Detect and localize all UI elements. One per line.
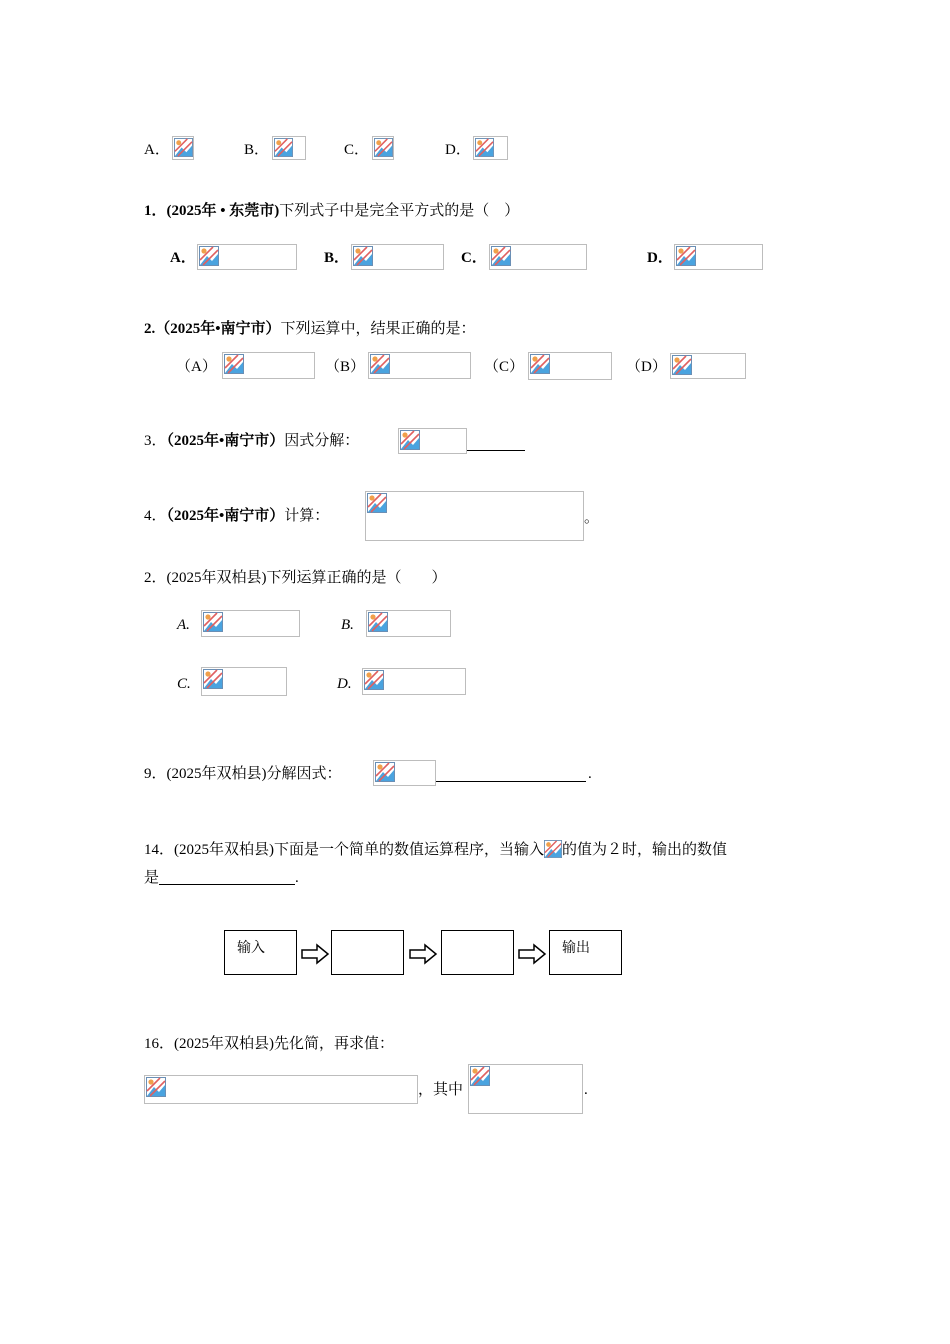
- period: .: [584, 1082, 588, 1098]
- q2b-option-d-label: D.: [337, 676, 352, 692]
- question-source: (2025年 • 东莞市): [166, 203, 280, 219]
- broken-image-icon: [475, 138, 494, 157]
- question-16-condition: ，其中: [418, 1082, 464, 1098]
- flow-input-label: 输入: [237, 940, 265, 956]
- broken-image-icon: [491, 246, 511, 266]
- question-text: 下列式子中是完全平方式的是（ ）: [279, 203, 520, 219]
- q2a-option-c-image: [528, 352, 612, 380]
- question-text: 14．(2025年双柏县)下面是一个简单的数值运算程序，当输入: [144, 842, 544, 858]
- option-c-label: C．: [344, 142, 370, 158]
- period: .: [295, 870, 299, 886]
- answer-blank: [436, 781, 586, 782]
- q2a-option-a-label: （A）: [176, 359, 217, 375]
- option-a-image: [172, 136, 194, 160]
- question-text: 是: [144, 870, 160, 886]
- q2a-option-b-image: [368, 352, 471, 379]
- flow-step-box-1: [331, 930, 404, 975]
- flow-output-box: [549, 930, 622, 975]
- flow-arrow-icon: [517, 943, 547, 965]
- flow-arrow-icon: [408, 943, 438, 965]
- q2a-option-d-label: （D）: [626, 359, 667, 375]
- broken-image-icon: [370, 354, 390, 374]
- broken-image-icon: [672, 355, 692, 375]
- broken-image-icon: [203, 612, 223, 632]
- question-16: 16．(2025年双柏县)先化简，再求值：: [144, 1036, 394, 1052]
- q1-option-c-image: [489, 244, 587, 270]
- q4-expression-image: [365, 491, 584, 541]
- period: .: [588, 766, 592, 782]
- broken-image-icon: [203, 669, 223, 689]
- q2b-option-a-label: A.: [177, 617, 190, 633]
- q2a-option-a-image: [222, 352, 315, 379]
- question-14-line2: [144, 868, 299, 888]
- broken-image-icon: [174, 138, 193, 157]
- q2a-option-b-label: （B）: [325, 359, 366, 375]
- broken-image-icon: [224, 354, 244, 374]
- question-number: 3．: [144, 433, 167, 449]
- broken-image-icon: [676, 246, 696, 266]
- option-d-image: [473, 136, 508, 160]
- q2a-option-d-image: [670, 353, 746, 379]
- q1-option-d-image: [674, 244, 763, 270]
- question-text-cont: 的值为２时，输出的数值: [562, 842, 728, 858]
- option-d-label: D．: [445, 142, 471, 158]
- question-4: [144, 506, 329, 526]
- answer-blank: [159, 868, 295, 885]
- question-text: 因式分解：: [284, 433, 360, 449]
- q1-option-c-label: C．: [461, 250, 487, 266]
- flow-output-label: 输出: [562, 940, 590, 956]
- q2b-option-a-image: [201, 610, 300, 637]
- q1-option-b-label: B．: [324, 250, 350, 266]
- question-source: （2025年•南宁市）: [155, 321, 281, 337]
- question-text: 下列运算中，结果正确的是：: [280, 321, 476, 337]
- flow-arrow-icon: [300, 943, 330, 965]
- inline-variable-image: [544, 840, 562, 858]
- q1-option-b-image: [351, 244, 444, 270]
- q2a-option-c-label: （C）: [484, 359, 525, 375]
- broken-image-icon: [364, 670, 384, 690]
- broken-image-icon: [375, 762, 395, 782]
- question-2b: 2．(2025年双柏县)下列运算正确的是（ ）: [144, 570, 447, 586]
- broken-image-icon: [146, 1077, 166, 1097]
- broken-image-icon: [353, 246, 373, 266]
- q9-expression-image: [373, 760, 436, 786]
- question-number: 4．: [144, 508, 167, 524]
- flow-input-box: [224, 930, 297, 975]
- question-14-line1: [144, 840, 727, 860]
- broken-image-icon: [470, 1066, 490, 1086]
- option-b-image: [272, 136, 306, 160]
- flow-step-box-2: [441, 930, 514, 975]
- answer-blank: [467, 450, 525, 451]
- broken-image-icon: [367, 493, 387, 513]
- broken-image-icon: [274, 138, 293, 157]
- question-number: 2.: [144, 321, 156, 337]
- broken-image-icon: [374, 138, 393, 157]
- broken-image-icon: [530, 354, 550, 374]
- broken-image-icon: [199, 246, 219, 266]
- broken-image-icon: [544, 840, 562, 858]
- q3-expression-image: [398, 428, 467, 454]
- q2b-option-d-image: [362, 668, 466, 695]
- q1-option-a-image: [197, 244, 297, 270]
- question-3: [144, 431, 359, 451]
- q2b-option-c-label: C.: [177, 676, 191, 692]
- question-source: （2025年•南宁市）: [166, 433, 285, 449]
- question-text: 计算：: [284, 508, 330, 524]
- option-a-label: A．: [144, 142, 170, 158]
- option-b-label: B．: [244, 142, 270, 158]
- period: 。: [584, 510, 600, 526]
- q16-expression-image: [144, 1075, 418, 1104]
- q16-condition-image: [468, 1064, 583, 1114]
- q1-option-a-label: A．: [170, 250, 196, 266]
- broken-image-icon: [400, 430, 420, 450]
- q2b-option-b-image: [366, 610, 451, 637]
- question-number: 1．: [144, 203, 167, 219]
- question-2a: [144, 319, 476, 339]
- question-source: （2025年•南宁市）: [166, 508, 285, 524]
- broken-image-icon: [368, 612, 388, 632]
- question-9: 9．(2025年双柏县)分解因式：: [144, 766, 342, 782]
- option-c-image: [372, 136, 394, 160]
- q1-option-d-label: D．: [647, 250, 673, 266]
- q2b-option-b-label: B.: [341, 617, 354, 633]
- question-1: [144, 201, 519, 221]
- q2b-option-c-image: [201, 667, 287, 696]
